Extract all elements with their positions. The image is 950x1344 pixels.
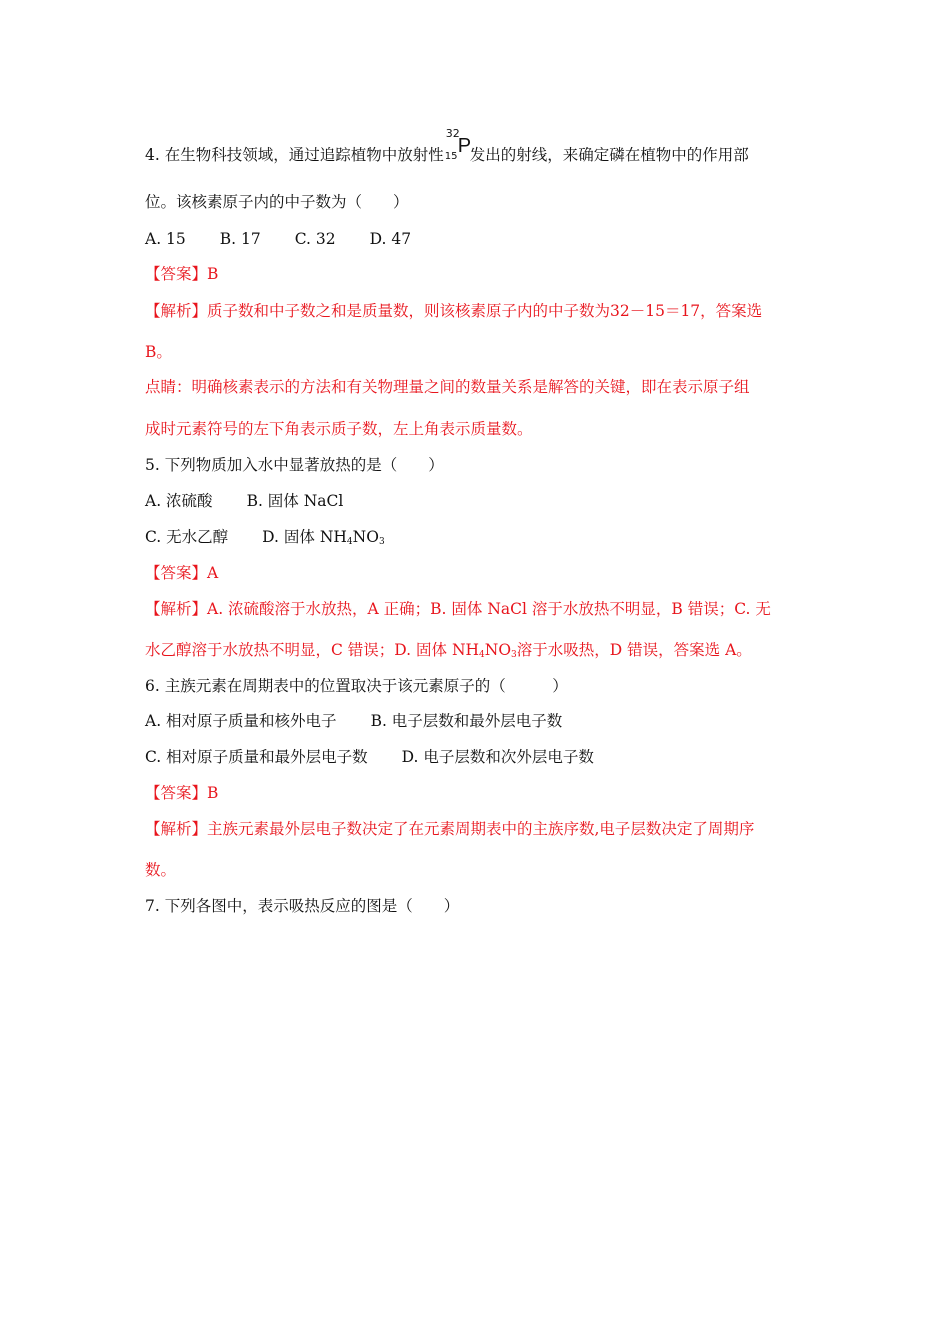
q5-options-row1 xyxy=(145,491,810,511)
q6-analysis-line1: 【解析】主族元素最外层电子数决定了在元素周期表中的主族序数,电子层数决定了周期序 xyxy=(145,820,755,838)
q6-option-d: D. 电子层数和次外层电子数 xyxy=(401,748,594,766)
q6-analysis-line2: 数。 xyxy=(145,861,177,879)
q5-option-b: B. 固体 NaCl xyxy=(246,492,344,510)
nuclide-mass-number: 32 xyxy=(445,127,460,140)
q6-options-row2 xyxy=(145,747,810,767)
q4-option-a: A. 15 xyxy=(145,230,186,248)
q5-option-c: C. 无水乙醇 xyxy=(145,528,229,546)
q4-stem-line1 xyxy=(145,127,810,165)
q5-answer: 【答案】A xyxy=(145,564,219,582)
q4-analysis-line1: 【解析】质子数和中子数之和是质量数，则该核素原子内的中子数为32－15＝17，答案选 xyxy=(145,302,763,320)
q5-options-row2 xyxy=(145,527,810,552)
q4-answer: 【答案】B xyxy=(145,265,219,283)
q4-option-b: B. 17 xyxy=(219,230,261,248)
q6-option-b: B. 电子层数和最外层电子数 xyxy=(370,712,563,730)
q4-analysis-line2: B。 xyxy=(145,343,172,361)
q4-stem-a: 4. 在生物科技领域，通过追踪植物中放射性 xyxy=(145,146,444,164)
q4-options xyxy=(145,229,810,249)
q6-option-c: C. 相对原子质量和最外层电子数 xyxy=(145,748,368,766)
q5-analysis-line2: 水乙醇溶于水放热不明显，C 错误；D. 固体 NH4NO3溶于水吸热，D 错误，答案选 A。 xyxy=(145,641,752,660)
q4-option-d: D. 47 xyxy=(369,230,412,248)
q6-stem: 6. 主族元素在周期表中的位置取决于该元素原子的（ ） xyxy=(145,677,568,695)
q5-option-a: A. 浓硫酸 xyxy=(145,492,213,510)
q4-tip-line1: 点睛：明确核素表示的方法和有关物理量之间的数量关系是解答的关键，即在表示原子组 xyxy=(145,378,750,396)
nuclide-atomic-number: 15 xyxy=(444,151,458,162)
q4-stem-b: 发出的射线，来确定磷在植物中的作用部 xyxy=(469,146,749,164)
nuclide-symbol: P xyxy=(457,135,472,157)
q4-stem-c: 位。该核素原子内的中子数为（ ） xyxy=(145,193,409,211)
q4-option-c: C. 32 xyxy=(294,230,336,248)
q6-options-row1 xyxy=(145,711,810,731)
q6-answer: 【答案】B xyxy=(145,784,219,802)
q5-option-d: D. 固体 NH4NO3 xyxy=(262,528,385,547)
q5-analysis-line1: 【解析】A. 浓硫酸溶于水放热，A 正确；B. 固体 NaCl 溶于水放热不明显，B 错误；C. 无 xyxy=(145,600,771,618)
q7-stem: 7. 下列各图中，表示吸热反应的图是（ ） xyxy=(145,897,460,915)
q6-option-a: A. 相对原子质量和核外电子 xyxy=(145,712,337,730)
q4-tip-line2: 成时元素符号的左下角表示质子数，左上角表示质量数。 xyxy=(145,420,533,438)
phosphorus-32-nuclide xyxy=(444,127,472,162)
q5-stem: 5. 下列物质加入水中显著放热的是（ ） xyxy=(145,456,444,474)
